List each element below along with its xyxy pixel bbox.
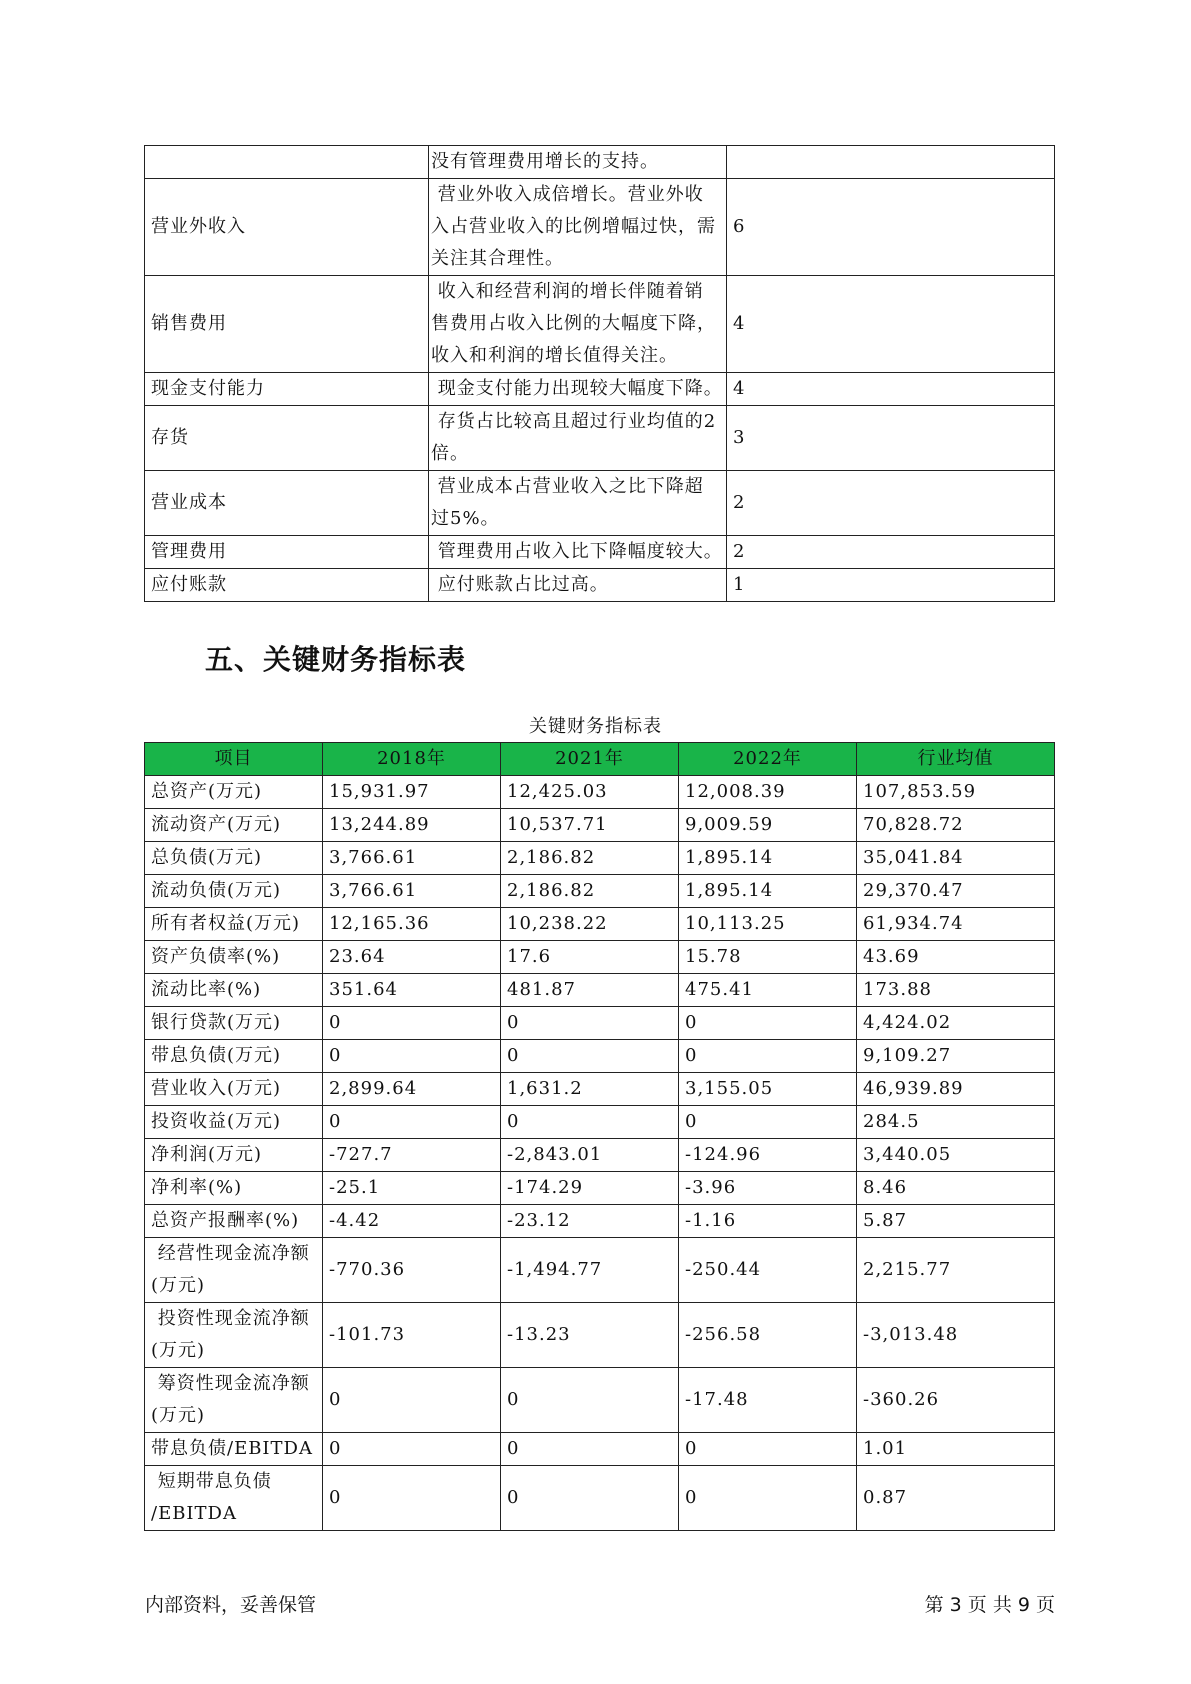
risk-description-line: 没有管理费用增长的支持。 [431, 151, 659, 172]
row-label [145, 1303, 323, 1368]
table-cell: 2,899.64 [323, 1073, 501, 1106]
table-cell: 0 [501, 1368, 679, 1433]
risk-description [429, 146, 727, 179]
table-row [145, 908, 1055, 941]
table-row [145, 1106, 1055, 1139]
table-cell: 15.78 [679, 941, 857, 974]
table-row [145, 536, 1055, 569]
table-row [145, 1238, 1055, 1303]
table-row [145, 569, 1055, 602]
risk-score [727, 146, 1055, 179]
row-label-line: 带息负债/EBITDA [151, 1438, 313, 1459]
row-label [145, 1139, 323, 1172]
table-cell: 10,238.22 [501, 908, 679, 941]
row-label [145, 875, 323, 908]
row-label-line: 流动资产(万元) [151, 814, 282, 835]
row-label [145, 974, 323, 1007]
table-cell: 0 [323, 1433, 501, 1466]
table-cell: 284.5 [857, 1106, 1055, 1139]
row-label [145, 842, 323, 875]
risk-description-line: 关注其合理性。 [431, 248, 564, 269]
table-cell: 173.88 [857, 974, 1055, 1007]
row-label [145, 1205, 323, 1238]
table-cell: 15,931.97 [323, 776, 501, 809]
table-cell: 12,165.36 [323, 908, 501, 941]
table-row [145, 1139, 1055, 1172]
row-label-line: 流动比率(%) [151, 979, 262, 1000]
row-label-line: 所有者权益(万元) [151, 913, 301, 934]
risk-item: 应付账款 [145, 569, 429, 602]
table-cell: -770.36 [323, 1238, 501, 1303]
table-cell: -250.44 [679, 1238, 857, 1303]
risk-item: 存货 [145, 406, 429, 471]
table-cell: 23.64 [323, 941, 501, 974]
table-cell: 4,424.02 [857, 1007, 1055, 1040]
column-header: 2021年 [501, 743, 679, 776]
table-row [145, 1172, 1055, 1205]
table-cell: 0 [501, 1106, 679, 1139]
risk-description-line: 收入和利润的增长值得关注。 [431, 345, 678, 366]
table-caption: 关键财务指标表 [529, 716, 662, 737]
table-cell: -256.58 [679, 1303, 857, 1368]
table-cell: 46,939.89 [857, 1073, 1055, 1106]
table-cell: 2,186.82 [501, 842, 679, 875]
column-header: 2022年 [679, 743, 857, 776]
table-cell: -3.96 [679, 1172, 857, 1205]
section-title: 五、关键财务指标表 [205, 643, 467, 676]
risk-item [145, 146, 429, 179]
row-label [145, 1007, 323, 1040]
table-row [145, 146, 1055, 179]
row-label [145, 1073, 323, 1106]
table-cell: 3,155.05 [679, 1073, 857, 1106]
table-cell: 12,008.39 [679, 776, 857, 809]
footer-confidential: 内部资料，妥善保管 [145, 1594, 317, 1616]
kpi-table [144, 742, 1055, 1531]
table-cell: 475.41 [679, 974, 857, 1007]
table-cell: 10,113.25 [679, 908, 857, 941]
table-cell: 1,631.2 [501, 1073, 679, 1106]
table-cell: 29,370.47 [857, 875, 1055, 908]
table-cell: 0 [679, 1040, 857, 1073]
table-row [145, 1007, 1055, 1040]
table-cell: 12,425.03 [501, 776, 679, 809]
risk-description-line: 营业成本占营业收入之比下降超 [431, 476, 704, 497]
table-cell: -17.48 [679, 1368, 857, 1433]
risk-item: 管理费用 [145, 536, 429, 569]
table-cell: 0 [679, 1106, 857, 1139]
table-row [145, 1073, 1055, 1106]
row-label [145, 1466, 323, 1531]
risk-description [429, 569, 727, 602]
risk-score: 6 [727, 179, 1055, 276]
table-cell: 0 [501, 1466, 679, 1531]
table-row [145, 1205, 1055, 1238]
table-cell: 107,853.59 [857, 776, 1055, 809]
row-label-line: 总资产报酬率(%) [151, 1210, 300, 1231]
row-label-line: (万元) [151, 1340, 206, 1361]
column-header: 2018年 [323, 743, 501, 776]
table-cell: 0 [323, 1466, 501, 1531]
table-cell: -23.12 [501, 1205, 679, 1238]
table-cell: 9,109.27 [857, 1040, 1055, 1073]
risk-score: 2 [727, 536, 1055, 569]
risk-description [429, 406, 727, 471]
risk-description-line: 营业外收入成倍增长。营业外收 [431, 184, 704, 205]
row-label-line: 筹资性现金流净额 [151, 1373, 310, 1394]
table-cell: 10,537.71 [501, 809, 679, 842]
risk-description-line: 应付账款占比过高。 [431, 574, 609, 595]
table-cell: -101.73 [323, 1303, 501, 1368]
row-label-line: 经营性现金流净额 [151, 1243, 310, 1264]
row-label-line: /EBITDA [151, 1503, 237, 1524]
risk-score: 3 [727, 406, 1055, 471]
table-row [145, 1040, 1055, 1073]
row-label-line: 资产负债率(%) [151, 946, 281, 967]
table-cell: 5.87 [857, 1205, 1055, 1238]
table-cell: -124.96 [679, 1139, 857, 1172]
risk-description-line: 售费用占收入比例的大幅度下降， [431, 313, 716, 334]
row-label-line: 净利润(万元) [151, 1144, 263, 1165]
table-row [145, 941, 1055, 974]
risk-description-line: 过5%。 [431, 508, 500, 529]
risk-item: 营业外收入 [145, 179, 429, 276]
table-cell: 0 [501, 1007, 679, 1040]
table-cell: -2,843.01 [501, 1139, 679, 1172]
table-cell: 1,895.14 [679, 875, 857, 908]
row-label-line: 流动负债(万元) [151, 880, 282, 901]
row-label [145, 1040, 323, 1073]
risk-score: 1 [727, 569, 1055, 602]
risk-description [429, 536, 727, 569]
row-label-line: 投资性现金流净额 [151, 1308, 310, 1329]
footer-page-number: 第 3 页 共 9 页 [924, 1594, 1055, 1616]
row-label-line: 投资收益(万元) [151, 1111, 282, 1132]
table-cell: 0 [323, 1007, 501, 1040]
table-row [145, 1303, 1055, 1368]
table-row [145, 842, 1055, 875]
risk-item: 销售费用 [145, 276, 429, 373]
table-row [145, 875, 1055, 908]
table-cell: 8.46 [857, 1172, 1055, 1205]
row-label [145, 1238, 323, 1303]
table-cell: 3,766.61 [323, 842, 501, 875]
row-label-line: 净利率(%) [151, 1177, 243, 1198]
risk-description [429, 276, 727, 373]
column-header: 行业均值 [857, 743, 1055, 776]
row-label [145, 941, 323, 974]
row-label [145, 1106, 323, 1139]
row-label-line: (万元) [151, 1405, 206, 1426]
table-cell: 0 [323, 1040, 501, 1073]
table-row [145, 179, 1055, 276]
row-label-line: (万元) [151, 1275, 206, 1296]
row-label [145, 1172, 323, 1205]
table-cell: 17.6 [501, 941, 679, 974]
risk-item: 营业成本 [145, 471, 429, 536]
table-row [145, 406, 1055, 471]
risk-description-line: 入占营业收入的比例增幅过快，需 [431, 216, 716, 237]
row-label [145, 908, 323, 941]
row-label [145, 809, 323, 842]
row-label-line: 营业收入(万元) [151, 1078, 282, 1099]
table-cell: 1,895.14 [679, 842, 857, 875]
table-cell: -4.42 [323, 1205, 501, 1238]
table-cell: 1.01 [857, 1433, 1055, 1466]
table-cell: 2,215.77 [857, 1238, 1055, 1303]
table-row [145, 1368, 1055, 1433]
table-cell: 351.64 [323, 974, 501, 1007]
table-cell: -25.1 [323, 1172, 501, 1205]
row-label [145, 1368, 323, 1433]
table-cell: 0.87 [857, 1466, 1055, 1531]
table-cell: 70,828.72 [857, 809, 1055, 842]
table-row [145, 974, 1055, 1007]
row-label-line: 银行贷款(万元) [151, 1012, 282, 1033]
table-row [145, 471, 1055, 536]
table-cell: 481.87 [501, 974, 679, 1007]
table-cell: -174.29 [501, 1172, 679, 1205]
risk-score: 2 [727, 471, 1055, 536]
table-row [145, 776, 1055, 809]
table-cell: -727.7 [323, 1139, 501, 1172]
table-cell: -1,494.77 [501, 1238, 679, 1303]
table-cell: 0 [679, 1007, 857, 1040]
table-cell: 9,009.59 [679, 809, 857, 842]
table-cell: -360.26 [857, 1368, 1055, 1433]
table-cell: 3,766.61 [323, 875, 501, 908]
table-row [145, 1466, 1055, 1531]
risk-description-line: 存货占比较高且超过行业均值的2 [431, 411, 717, 432]
row-label [145, 776, 323, 809]
row-label [145, 1433, 323, 1466]
row-label-line: 总资产(万元) [151, 781, 263, 802]
risk-item: 现金支付能力 [145, 373, 429, 406]
risk-score: 4 [727, 276, 1055, 373]
table-cell: -1.16 [679, 1205, 857, 1238]
table-cell: 0 [679, 1466, 857, 1531]
table-cell: 0 [323, 1368, 501, 1433]
table-cell: 13,244.89 [323, 809, 501, 842]
table-cell: -13.23 [501, 1303, 679, 1368]
table-cell: 43.69 [857, 941, 1055, 974]
table-cell: 0 [501, 1433, 679, 1466]
table-row [145, 276, 1055, 373]
table-cell: 0 [323, 1106, 501, 1139]
risk-score: 4 [727, 373, 1055, 406]
row-label-line: 总负债(万元) [151, 847, 263, 868]
table-cell: 35,041.84 [857, 842, 1055, 875]
table-row [145, 373, 1055, 406]
risk-description [429, 179, 727, 276]
risk-description [429, 373, 727, 406]
row-label-line: 带息负债(万元) [151, 1045, 282, 1066]
risk-description [429, 471, 727, 536]
table-row [145, 1433, 1055, 1466]
table-cell: 3,440.05 [857, 1139, 1055, 1172]
table-cell: -3,013.48 [857, 1303, 1055, 1368]
row-label-line: 短期带息负债 [151, 1471, 272, 1492]
table-cell: 2,186.82 [501, 875, 679, 908]
table-cell: 61,934.74 [857, 908, 1055, 941]
risk-description-line: 现金支付能力出现较大幅度下降。 [431, 378, 723, 399]
table-cell: 0 [501, 1040, 679, 1073]
table-cell: 0 [679, 1433, 857, 1466]
table-header-row [145, 743, 1055, 776]
risk-description-line: 管理费用占收入比下降幅度较大。 [431, 541, 723, 562]
risk-table [144, 145, 1055, 602]
risk-description-line: 收入和经营利润的增长伴随着销 [431, 281, 704, 302]
column-header: 项目 [145, 743, 323, 776]
risk-description-line: 倍。 [431, 443, 469, 464]
table-row [145, 809, 1055, 842]
